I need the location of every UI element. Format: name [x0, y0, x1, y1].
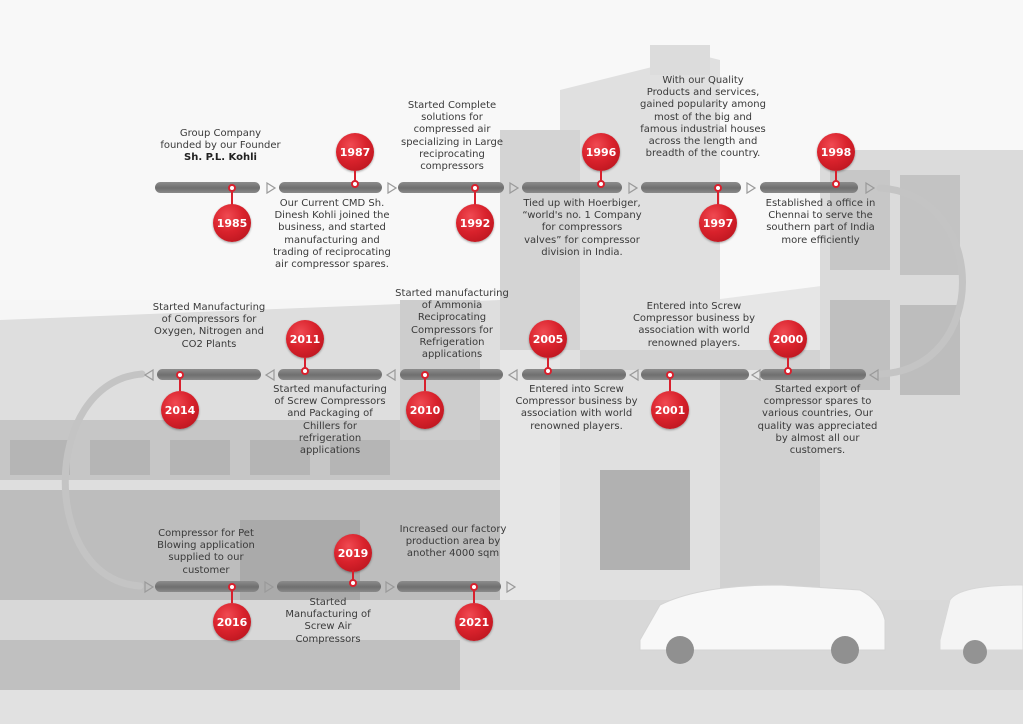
timeline-bar-9: [522, 369, 626, 380]
arrow-left-icon: [750, 368, 762, 382]
timeline-dot: [597, 180, 605, 188]
arrow-left-icon: [143, 368, 155, 382]
arrow-right-icon: [864, 181, 876, 195]
event-text-1996: Tied up with Hoerbiger, “world's no. 1 Company for compressors valves” for compressor division in India.: [522, 198, 642, 258]
arrow-right-icon: [265, 181, 277, 195]
arrow-left-icon: [868, 368, 880, 382]
timeline-stem: [231, 591, 233, 603]
event-text-2010: Started manufacturing of Ammonia Reciprocating Compressors for Refrigeration applications: [395, 288, 509, 361]
timeline-bar-7: [760, 369, 866, 380]
year-badge-1996: 1996: [582, 133, 620, 171]
timeline-dot: [301, 367, 309, 375]
event-text-2021: Increased our factory production area by another 4000 sqm: [399, 524, 507, 560]
year-badge-2014: 2014: [161, 391, 199, 429]
year-badge-1997: 1997: [699, 204, 737, 242]
event-text-2000: Started export of compressor spares to various countries, Our quality was appreciated by almost all our customers.: [757, 384, 878, 457]
event-text-2011: Started manufacturing of Screw Compressors and Packaging of Chillers for refrigeration applications: [273, 384, 387, 457]
timeline-dot: [666, 371, 674, 379]
year-badge-1998: 1998: [817, 133, 855, 171]
year-badge-2005: 2005: [529, 320, 567, 358]
arrow-right-icon: [745, 181, 757, 195]
timeline-bar-6: [760, 182, 858, 193]
event-text-1985: Group Company founded by our Founder Sh. P.L. Kohli: [160, 128, 281, 164]
event-text-2019: Started Manufacturing of Screw Air Compressors: [285, 597, 371, 645]
year-badge-2000: 2000: [769, 320, 807, 358]
timeline-bar-5: [641, 182, 741, 193]
event-text-2014: Started Manufacturing of Compressors for Oxygen, Nitrogen and CO2 Plants: [152, 302, 266, 350]
year-badge-1987: 1987: [336, 133, 374, 171]
event-text-1992: Started Complete solutions for compressed air specializing in Large reciprocating compressors: [401, 100, 503, 173]
timeline-bar-3: [398, 182, 504, 193]
year-badge-1992: 1992: [456, 204, 494, 242]
timeline-dot: [784, 367, 792, 375]
event-text-2005: Entered into Screw Compressor business by association with world renowned players.: [515, 384, 638, 432]
timeline-stem: [424, 379, 426, 391]
arrow-right-icon: [386, 181, 398, 195]
arrow-right-icon: [627, 181, 639, 195]
timeline-bar-1: [155, 182, 260, 193]
timeline-dot: [228, 184, 236, 192]
event-text-1987: Our Current CMD Sh. Dinesh Kohli joined the business, and started manufacturing and trading of reciprocating air compressor spares.: [273, 198, 391, 271]
timeline-bar-13: [155, 581, 259, 592]
year-badge-1985: 1985: [213, 204, 251, 242]
year-badge-2010: 2010: [406, 391, 444, 429]
event-text-2016: Compressor for Pet Blowing application supplied to our customer: [157, 528, 255, 576]
event-text-1997: With our Quality Products and services, gained popularity among most of the big and famous industrial houses across the length and breadth of the country.: [640, 75, 766, 160]
arrow-right-icon: [143, 580, 155, 594]
arrow-left-icon: [628, 368, 640, 382]
arrow-left-icon: [264, 368, 276, 382]
timeline-dot: [471, 184, 479, 192]
year-badge-2019: 2019: [334, 534, 372, 572]
event-text-1998: Established a office in Chennai to serve the southern part of India more efficiently: [765, 198, 876, 246]
timeline-bar-8: [641, 369, 749, 380]
timeline-dot: [544, 367, 552, 375]
arrow-right-icon: [505, 580, 517, 594]
year-badge-2016: 2016: [213, 603, 251, 641]
timeline-stem: [473, 591, 475, 603]
timeline-dot: [832, 180, 840, 188]
arrow-right-icon: [263, 580, 275, 594]
timeline-dot: [421, 371, 429, 379]
arrow-right-icon: [508, 181, 520, 195]
timeline-bar-2: [279, 182, 382, 193]
timeline-dot: [176, 371, 184, 379]
timeline-stem: [669, 379, 671, 391]
arrow-right-icon: [384, 580, 396, 594]
timeline-stem: [179, 379, 181, 391]
year-badge-2011: 2011: [286, 320, 324, 358]
year-badge-2021: 2021: [455, 603, 493, 641]
timeline-dot: [470, 583, 478, 591]
year-badge-2001: 2001: [651, 391, 689, 429]
timeline-dot: [714, 184, 722, 192]
timeline-bar-14: [277, 581, 381, 592]
timeline-bar-15: [397, 581, 501, 592]
timeline-bar-4: [522, 182, 622, 193]
arrow-left-icon: [385, 368, 397, 382]
timeline-bar-10: [400, 369, 503, 380]
event-text-2001: Entered into Screw Compressor business by association with world renowned players.: [632, 301, 756, 349]
timeline-bar-11: [278, 369, 382, 380]
timeline-bar-12: [157, 369, 261, 380]
arrow-left-icon: [507, 368, 519, 382]
timeline-dot: [349, 579, 357, 587]
timeline-dot: [351, 180, 359, 188]
timeline-dot: [228, 583, 236, 591]
